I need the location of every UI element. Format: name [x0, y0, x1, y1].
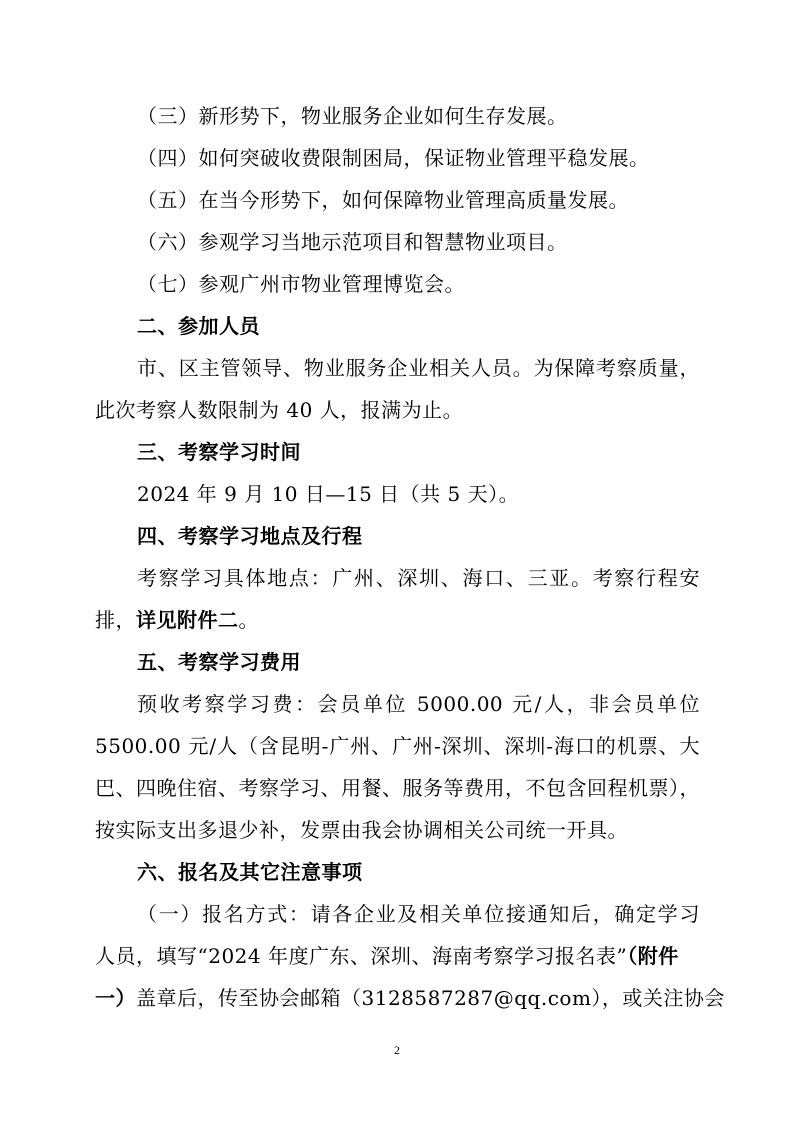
section-6-line-2	[95, 944, 700, 968]
section-6-heading: 六、报名及其它注意事项	[137, 860, 363, 884]
item-5: （五）在当今形势下，如何保障物业管理高质量发展。	[137, 188, 629, 212]
section-6-line-3	[95, 986, 725, 1010]
section-3-heading: 三、考察学习时间	[137, 440, 301, 464]
section-5-line-4: 按实际支出多退少补，发票由我会协调相关公司统一开具。	[95, 818, 628, 842]
section-2-heading: 二、参加人员	[137, 314, 260, 338]
section-6-line-1: （一）报名方式：请各企业及相关单位接通知后，确定学习	[137, 902, 700, 926]
section-3-line-1: 2024 年 9 月 10 日—15 日（共 5 天）。	[137, 482, 520, 506]
page-number: 2	[394, 1043, 400, 1057]
section-2-line-1: 市、区主管领导、物业服务企业相关人员。为保障考察质量，	[137, 356, 700, 380]
section-5-line-2: 5500.00 元/人（含昆明-广州、广州-深圳、深圳-海口的机票、大	[95, 734, 700, 758]
section-4-line-2	[95, 608, 700, 632]
attachment-1-reference-close: 一）	[95, 986, 136, 1010]
section-5-heading: 五、考察学习费用	[137, 650, 301, 674]
section-2-line-2: 此次考察人数限制为 40 人，报满为止。	[95, 398, 464, 422]
attachment-1-reference-open: （附件	[627, 944, 679, 968]
section-5-line-3: 巴、四晚住宿、考察学习、用餐、服务等费用，不包含回程机票），	[95, 776, 700, 800]
section-4-line-1: 考察学习具体地点：广州、深圳、海口、三亚。考察行程安	[137, 566, 700, 590]
section-4-heading: 四、考察学习地点及行程	[137, 524, 363, 548]
section-5-line-1: 预收考察学习费：会员单位 5000.00 元/人，非会员单位	[137, 692, 700, 716]
item-3: （三）新形势下，物业服务企业如何生存发展。	[137, 104, 568, 128]
section-6-line-2-prefix: 人员，填写“2024 年度广东、深圳、海南考察学习报名表”	[95, 944, 628, 968]
section-6-line-3-suffix: 盖章后，传至协会邮箱（3128587287@qq.com），或关注协会	[136, 986, 725, 1010]
section-4-line-2-suffix: 。	[238, 608, 259, 632]
item-4: （四）如何突破收费限制困局，保证物业管理平稳发展。	[137, 146, 650, 170]
attachment-2-reference: 详见附件二	[136, 608, 239, 632]
item-6: （六）参观学习当地示范项目和智慧物业项目。	[137, 230, 568, 254]
item-7: （七）参观广州市物业管理博览会。	[137, 272, 465, 296]
section-4-line-2-prefix: 排，	[95, 608, 136, 632]
